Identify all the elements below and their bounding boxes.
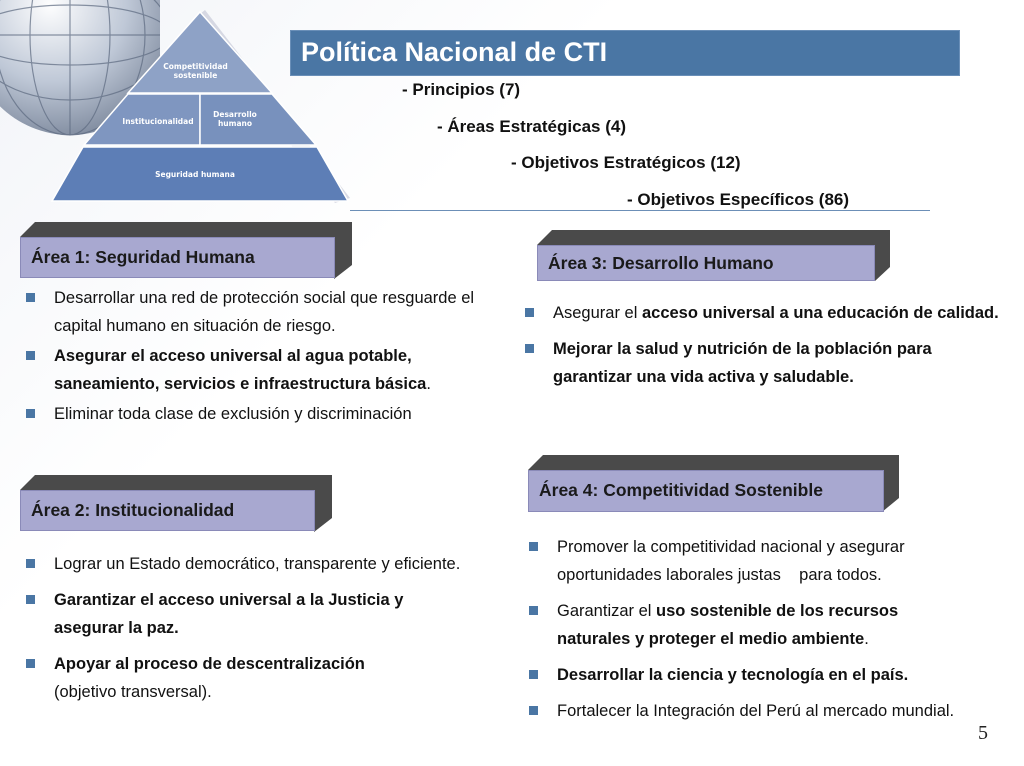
bullet-square-icon <box>529 542 538 551</box>
area-2-label: Área 2: Institucionalidad <box>31 500 235 520</box>
page-number: 5 <box>978 722 988 744</box>
pyramid-middle-left-label: Institucionalidad <box>122 117 194 126</box>
list-item: Lograr un Estado democrático, transparente y eficiente. <box>22 550 462 578</box>
bullet-square-icon <box>529 670 538 679</box>
list-item: Mejorar la salud y nutrición de la población para garantizar una vida activa y saludable. <box>521 335 1011 391</box>
bullet-square-icon <box>525 344 534 353</box>
list-item: Fortalecer la Integración del Perú al mercado mundial. <box>525 697 975 725</box>
page-title: Política Nacional de CTI <box>301 37 608 67</box>
bullet-square-icon <box>26 293 35 302</box>
outline-areas: - Áreas Estratégicas (4) <box>437 117 626 136</box>
list-item: Promover la competitividad nacional y asegurar oportunidades laborales justas para todos. <box>525 533 975 589</box>
bullet-square-icon <box>529 606 538 615</box>
list-item: Garantizar el uso sostenible de los recursos naturales y proteger el medio ambiente. <box>525 597 975 653</box>
area-1-header <box>20 222 352 280</box>
area-4-label: Área 4: Competitividad Sostenible <box>539 480 823 500</box>
pyramid-bottom-label: Seguridad humana <box>155 170 235 179</box>
list-item: Desarrollar una red de protección social que resguarde el capital humano en situación de riesgo. <box>22 284 492 340</box>
separator-line <box>350 210 930 211</box>
list-item: Asegurar el acceso universal al agua potable, saneamiento, servicios e infraestructura básica. <box>22 342 492 398</box>
pyramid-top-label: Competitividad sostenible <box>163 62 228 80</box>
bullet-square-icon <box>525 308 534 317</box>
area-4-header <box>528 455 899 513</box>
area-3-label: Área 3: Desarrollo Humano <box>548 253 774 273</box>
area-2-list <box>22 550 462 706</box>
list-item: Eliminar toda clase de exclusión y discriminación <box>22 400 492 428</box>
bullet-square-icon <box>529 706 538 715</box>
area-3-list <box>521 299 1011 391</box>
outline-objetivos-especificos: - Objetivos Específicos (86) <box>627 190 850 209</box>
bullet-square-icon <box>26 409 35 418</box>
outline-principios: - Principios (7) <box>402 80 521 99</box>
bullet-square-icon <box>26 659 35 668</box>
outline-objetivos-estrategicos: - Objetivos Estratégicos (12) <box>511 153 741 172</box>
list-item: Garantizar el acceso universal a la Justicia y asegurar la paz. <box>22 586 462 642</box>
area-2-header <box>20 475 332 533</box>
pyramid-middle-right-label: Desarrollo humano <box>213 110 257 128</box>
area-1-label: Área 1: Seguridad Humana <box>31 247 255 267</box>
bullet-square-icon <box>26 351 35 360</box>
list-item: Desarrollar la ciencia y tecnología en el país. <box>525 661 975 689</box>
area-3-header <box>537 230 890 282</box>
area-4-list <box>525 533 975 725</box>
list-item: Asegurar el acceso universal a una educación de calidad. <box>521 299 1011 327</box>
title-bar <box>290 30 960 76</box>
list-item: Apoyar al proceso de descentralización (objetivo transversal). <box>22 650 462 706</box>
area-1-list <box>22 284 492 428</box>
bullet-square-icon <box>26 559 35 568</box>
bullet-square-icon <box>26 595 35 604</box>
